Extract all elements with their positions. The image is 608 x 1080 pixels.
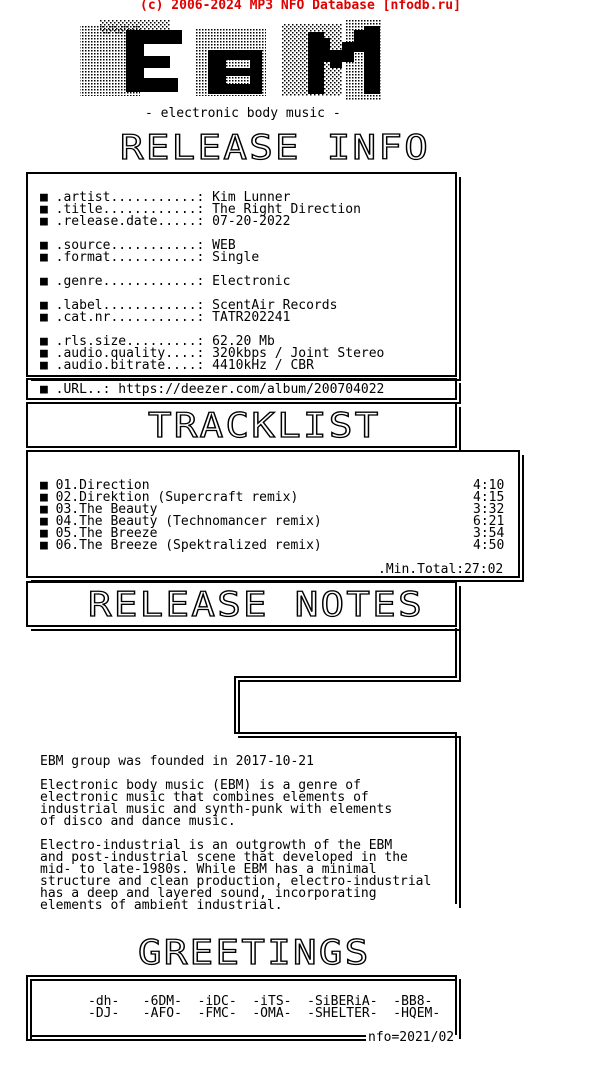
greetings-header: GREETINGS	[138, 933, 371, 973]
greetings-line: -dh- -6DM- -iDC- -iTS- -SiBERiA- -BB8-	[88, 994, 433, 1009]
release-notes-line: and post-industrial scene that developed in the	[40, 850, 408, 865]
greetings-box-left	[30, 979, 32, 1039]
track-title: ■ 01.Direction	[40, 478, 150, 493]
track-title: ■ 03.The Beauty	[40, 502, 158, 517]
release-info-header: RELEASE INFO	[120, 128, 431, 168]
release-notes-line: has a deep and layered sound, incorporating	[40, 886, 377, 901]
release-info-line: ■ .rls.size.........: 62.20 Mb	[40, 334, 275, 349]
release-notes-header: RELEASE NOTES	[88, 585, 424, 625]
greetings-box-bottom	[30, 1035, 366, 1037]
track-time: 4:10	[473, 478, 505, 493]
track-time: 3:54	[473, 526, 505, 541]
release-info-line: ■ .audio.bitrate....: 4410kHz / CBR	[40, 358, 314, 373]
release-notes-line: electronic music that combines elements of	[40, 790, 369, 805]
track-time: 6:21	[473, 514, 505, 529]
release-info-line: ■ .label............: ScentAir Records	[40, 298, 338, 313]
release-notes-line: Electro-industrial is an outgrowth of the EBM	[40, 838, 393, 853]
release-info-line: ■ .source...........: WEB	[40, 238, 236, 253]
url-line: ■ .URL..: https://deezer.com/album/200704022	[40, 382, 385, 397]
greetings-box-right	[459, 979, 461, 1039]
greetings-box-left	[26, 975, 28, 1041]
greetings-box-top	[26, 975, 457, 977]
release-info-line: ■ .release.date.....: 07-20-2022	[40, 214, 291, 229]
copyright-text: (c) 2006-2024 MP3 NFO Database [nfodb.ru]	[140, 0, 461, 13]
connector-line	[455, 628, 457, 676]
release-notes-line: of disco and dance music.	[40, 814, 236, 829]
connector-line	[455, 734, 457, 904]
connector-line	[238, 736, 461, 738]
connector-line	[459, 628, 461, 680]
release-info-line: ■ .audio.quality....: 320kbps / Joint Stereo	[40, 346, 385, 361]
release-notes-line: structure and clean production, electro-industrial	[40, 874, 432, 889]
total-time: .Min.Total:27:02	[378, 562, 504, 577]
release-info-line: ■ .cat.nr...........: TATR202241	[40, 310, 291, 325]
connector-line	[234, 676, 457, 678]
release-notes-line: industrial music and synth-punk with elements	[40, 802, 393, 817]
footer-text: nfo=2021/02	[368, 1030, 455, 1045]
track-time: 4:50	[473, 538, 505, 553]
connector-line	[459, 738, 461, 908]
release-info-line: ■ .title............: The Right Direction	[40, 202, 361, 217]
release-info-line: ■ .format...........: Single	[40, 250, 260, 265]
track-title: ■ 04.The Beauty (Technomancer remix)	[40, 514, 322, 529]
ebm-logo-art	[76, 20, 388, 100]
connector-line	[238, 680, 461, 682]
track-time: 3:32	[473, 502, 505, 517]
track-time: 4:15	[473, 490, 505, 505]
release-info-line: ■ .artist...........: Kim Lunner	[40, 190, 291, 205]
release-notes-line: mid- to late-1980s. While EBM has a minimal	[40, 862, 377, 877]
tracklist-header: TRACKLIST	[148, 406, 381, 446]
greetings-line: -DJ- -AFO- -FMC- -OMA- -SHELTER- -HQEM-	[88, 1006, 441, 1021]
greetings-box-top	[30, 979, 457, 981]
connector-line	[234, 732, 457, 734]
release-notes-line: EBM group was founded in 2017-10-21	[40, 754, 314, 769]
greetings-box-bottom	[26, 1039, 366, 1041]
ebm-logo	[76, 20, 388, 100]
release-notes-line: elements of ambient industrial.	[40, 898, 283, 913]
release-notes-line: Electronic body music (EBM) is a genre of	[40, 778, 361, 793]
greetings-box-right	[455, 975, 457, 1035]
subtitle-text: - electronic body music -	[145, 106, 341, 121]
track-title: ■ 05.The Breeze	[40, 526, 158, 541]
track-title: ■ 02.Direktion (Supercraft remix)	[40, 490, 299, 505]
connector-line	[234, 676, 236, 734]
connector-line	[238, 680, 240, 732]
track-title: ■ 06.The Breeze (Spektralized remix)	[40, 538, 322, 553]
release-info-line: ■ .genre............: Electronic	[40, 274, 291, 289]
